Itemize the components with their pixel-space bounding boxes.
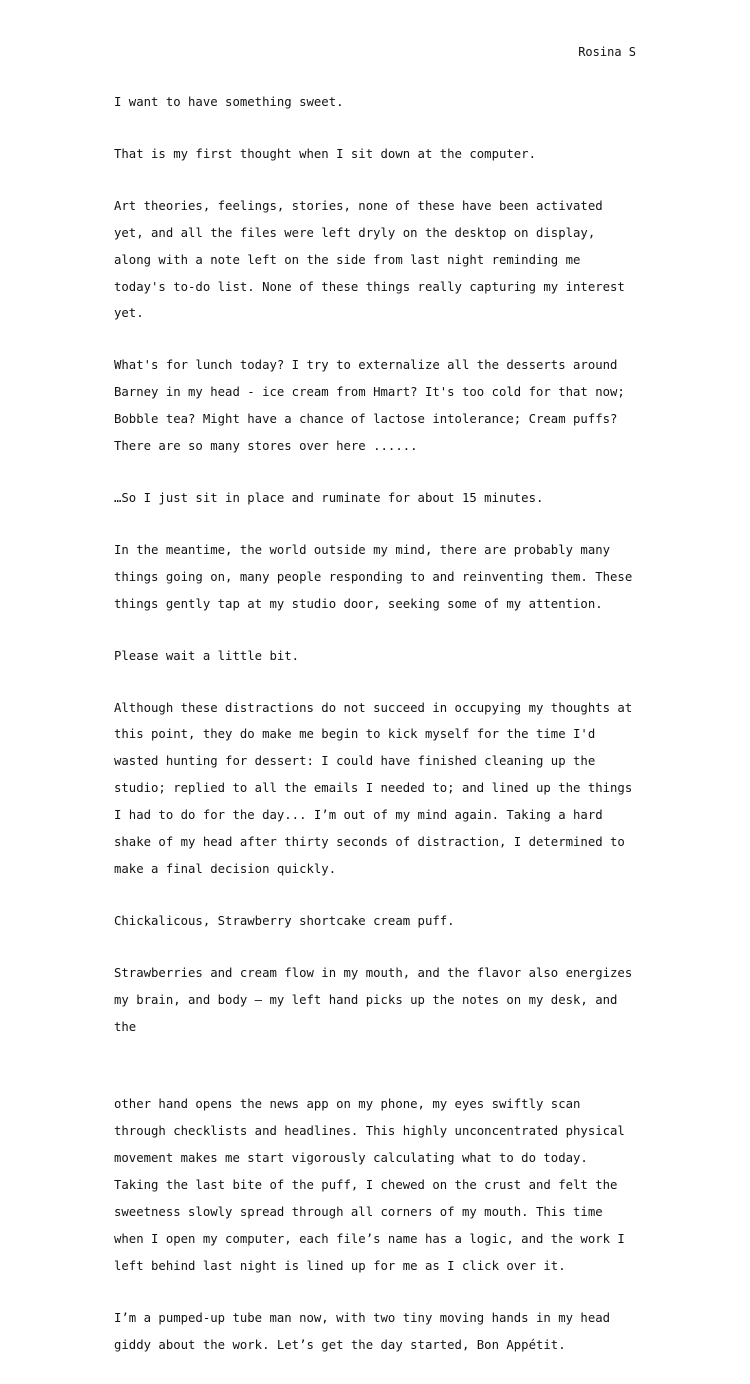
paragraph: I want to have something sweet. (114, 95, 344, 109)
paragraph: Chickalicous, Strawberry shortcake cream puff. (114, 913, 455, 928)
document-body (114, 89, 638, 1384)
paragraph: Although these distractions do not succeed in occupying my thoughts at this point, they do make me begin to kick myself for the time I'd wasted hunting for dessert: I could have finished cleaning up the studio; replied to all the emails I needed to; and lined up the things I had to do for the day... I’m out of my mind again. Taking a hard shake of my head after thirty seconds of distraction, I determined to make a final decision quickly. (114, 700, 633, 876)
paragraph: What's for lunch today? I try to externalize all the desserts around Barney in my head - ice cream from Hmart? It's too cold for that now; Bobble tea? Might have a chance of lactose intolerance; Cream puffs? There are so many stores over here ...... (114, 358, 625, 454)
author-name: Rosina S (578, 45, 636, 59)
paragraph: Please wait a little bit. (114, 648, 300, 663)
paragraph: …So I just sit in place and ruminate for about 15 minutes. (114, 490, 544, 505)
paragraph: Strawberries and cream flow in my mouth, and the flavor also energizes my brain, and body – my left hand picks up the notes on my desk, and the (114, 965, 633, 1034)
paragraph: I’m a pumped-up tube man now, with two tiny moving hands in my head giddy about the work. Let’s get the day started, Bon Appétit. (114, 1310, 611, 1352)
paragraph: That is my first thought when I sit down at the computer. (114, 146, 536, 161)
paragraph: In the meantime, the world outside my mind, there are probably many things going on, many people responding to and reinventing them. These things gently tap at my studio door, seeking some of my attention. (114, 542, 633, 611)
paragraph: other hand opens the news app on my phone, my eyes swiftly scan through checklists and headlines. This highly unconcentrated physical movement makes me start vigorously calculating what to do today. Taking the last bite of the puff, I chewed on the crust and felt the sweetness slowly spread through all corners of my mouth. This time when I open my computer, each file’s name has a logic, and the work I left behind last night is lined up for me as I click over it. (114, 1097, 625, 1273)
paragraph: Art theories, feelings, stories, none of these have been activated yet, and all the files were left dryly on the desktop on display, along with a note left on the side from last night reminding me today's to-do list. None of these things really capturing my interest yet. (114, 198, 625, 321)
